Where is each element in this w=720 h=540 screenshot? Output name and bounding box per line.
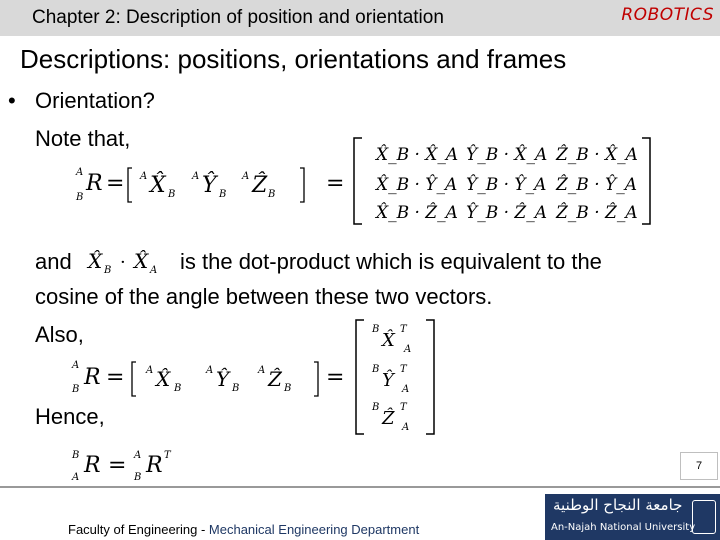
svg-text:B: B [72,450,80,461]
matrix-cell-3-3: Ẑ_B · Ẑ_A [556,203,638,223]
svg-text:A: A [150,265,158,276]
svg-text:B: B [372,402,380,413]
svg-text:B: B [72,384,80,395]
bullet-orientation: Orientation? [35,88,155,113]
svg-text:Ŷ: Ŷ [202,173,217,198]
inverse-equation [70,446,200,486]
dot-product-text: is the dot-product which is equivalent to the [180,249,602,274]
svg-text:B: B [134,472,142,483]
svg-text:=: = [108,453,127,478]
svg-text:B: B [76,192,84,203]
svg-text:A: A [402,422,410,433]
svg-text:B: B [268,189,276,200]
svg-text:R: R [84,365,101,390]
svg-text:T: T [164,450,171,461]
svg-text:X̂: X̂ [156,367,171,391]
svg-text:B: B [168,189,176,200]
also-text: Also, [35,322,84,347]
svg-text:B: B [372,364,380,375]
svg-text:A: A [402,384,410,395]
svg-text:X̂: X̂ [382,330,395,351]
logo-arabic-name: جامعة النجاح الوطنية [553,496,683,514]
footer-faculty: Faculty of Engineering - [68,522,209,537]
transpose-equation [70,316,470,440]
svg-text:R: R [84,453,101,478]
page-number: 7 [680,452,718,480]
header-bar [0,0,720,36]
svg-text:Ẑ: Ẑ [252,173,268,198]
svg-text:=: = [326,171,345,196]
svg-text:X̂: X̂ [150,173,166,198]
dot-product-symbol [86,244,176,280]
svg-text:=: = [106,365,125,390]
svg-text:B: B [174,383,182,394]
footer-department: Mechanical Engineering Department [208,522,420,537]
note-text: Note that, [35,126,131,151]
svg-text:Ŷ: Ŷ [216,367,230,391]
svg-text:A: A [140,171,148,182]
svg-text:A: A [146,365,154,376]
svg-text:=: = [106,171,125,196]
svg-text:B: B [219,189,227,200]
rotation-matrix-equation [70,130,670,230]
robotics-brand: ROBOTICS [621,5,714,25]
svg-text:X̂: X̂ [88,249,103,273]
footer-divider [0,486,720,488]
matrix-cell-2-2: Ŷ_B · Ŷ_A [466,175,547,195]
svg-text:Ŷ: Ŷ [382,370,394,391]
matrix-cell-2-3: Ẑ_B · Ŷ_A [556,175,638,195]
matrix-cell-2-1: X̂_B · Ŷ_A [376,175,458,195]
matrix-cell-1-3: Ẑ_B · X̂_A [556,145,638,165]
svg-text:A: A [242,171,250,182]
hence-text: Hence, [35,404,105,429]
svg-text:T: T [400,402,407,413]
svg-text:B: B [284,383,292,394]
university-logo [545,494,720,540]
logo-english-name: An-Najah National University [551,522,696,533]
svg-text:B: B [232,383,240,394]
svg-text:Ẑ: Ẑ [268,367,282,391]
svg-text:R: R [86,171,103,196]
svg-text:T: T [400,364,407,375]
svg-text:R: R [146,453,163,478]
svg-text:A: A [72,472,80,483]
and-word: and [35,249,72,274]
matrix-cell-1-2: Ŷ_B · X̂_A [466,145,548,165]
svg-text:A: A [404,344,412,355]
matrix-cell-3-1: X̂_B · Ẑ_A [376,203,458,223]
slide-subtitle: Descriptions: positions, orientations and frames [20,44,567,74]
svg-text:X̂: X̂ [134,249,149,273]
svg-text:A: A [76,167,84,178]
svg-text:A: A [206,365,214,376]
svg-text:A: A [258,365,266,376]
svg-text:A: A [72,360,80,371]
chapter-title: Chapter 2: Description of position and orientation [32,7,444,28]
svg-text:T: T [400,324,407,335]
svg-text:·: · [120,252,126,273]
svg-text:A: A [134,450,142,461]
cosine-text: cosine of the angle between these two vectors. [35,284,493,309]
footer-text [68,522,419,537]
svg-text:Ẑ: Ẑ [382,408,395,429]
bullet-dot: • [8,88,16,113]
matrix-cell-3-2: Ŷ_B · Ẑ_A [466,203,548,223]
svg-text:A: A [192,171,200,182]
svg-text:B: B [104,265,112,276]
university-emblem-icon [692,500,716,534]
matrix-cell-1-1: X̂_B · X̂_A [376,145,459,165]
svg-text:=: = [326,365,345,390]
svg-text:B: B [372,324,380,335]
